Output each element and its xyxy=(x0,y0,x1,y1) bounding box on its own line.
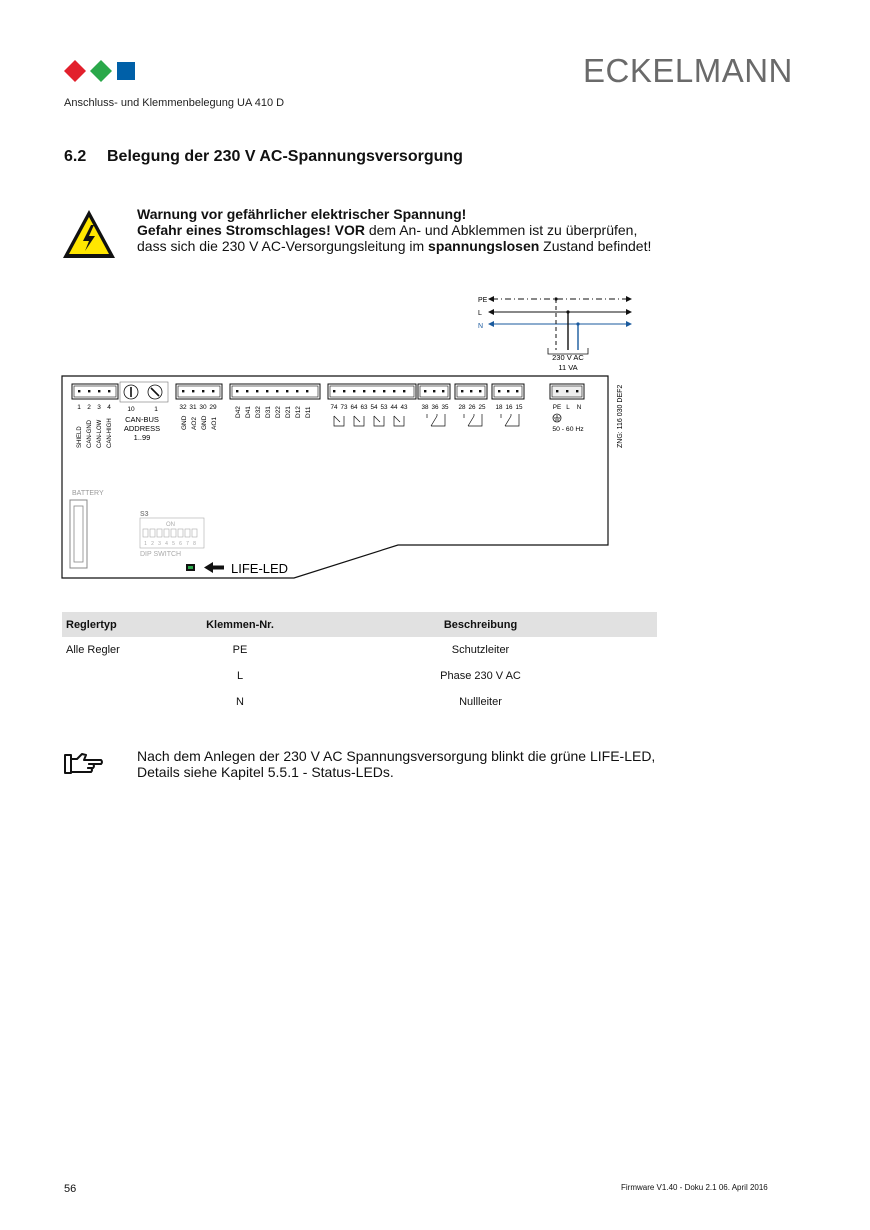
terminal-54: 54 xyxy=(370,404,378,411)
column-header-beschreibung: Beschreibung xyxy=(304,612,657,637)
switch-on-label: ON xyxy=(166,522,175,528)
terminal-28: 28 xyxy=(458,404,466,411)
terminal-73: 73 xyxy=(340,404,348,411)
note-line-1: Nach dem Anlegen der 230 V AC Spannungsversorgung blinkt die grüne LIFE-LED, xyxy=(137,748,656,764)
relay-contacts-2 xyxy=(427,414,519,426)
signal-d21: D21 xyxy=(285,406,292,418)
note-text xyxy=(137,748,655,780)
terminal-18: 18 xyxy=(495,404,503,411)
table-cell: L xyxy=(236,670,244,682)
signal-d41: D41 xyxy=(245,406,252,418)
signal-d32: D32 xyxy=(255,406,262,418)
brand-name: ECKELMANN xyxy=(583,52,793,89)
warning-text xyxy=(137,206,651,254)
terminal-n: N xyxy=(576,404,582,411)
terminal-44: 44 xyxy=(390,404,398,411)
terminal-38: 38 xyxy=(421,404,429,411)
signal-d12: D12 xyxy=(295,406,302,418)
switch-pos-4: 4 xyxy=(165,541,168,547)
pointing-hand-icon xyxy=(63,751,105,777)
address-digit-10: 10 xyxy=(127,406,135,413)
line-label-l: L xyxy=(478,310,482,317)
table-row xyxy=(62,637,657,663)
switch-pos-6: 6 xyxy=(179,541,182,547)
table-cell xyxy=(62,689,176,715)
n-arrow-right xyxy=(626,321,632,327)
terminal-29: 29 xyxy=(209,404,217,411)
section-heading xyxy=(64,148,463,166)
signal-d31: D31 xyxy=(265,406,272,418)
signal-can-high: CAN-HIGH xyxy=(107,418,113,448)
table-row xyxy=(62,689,657,715)
terminal-1: 1 xyxy=(77,404,81,411)
warning-line-3-end: Zustand befindet! xyxy=(539,238,652,254)
terminal-26: 26 xyxy=(468,404,476,411)
table-cell: Schutzleiter xyxy=(451,644,510,656)
column-header-klemmen: Klemmen-Nr. xyxy=(176,612,304,637)
supply-voltage: 230 V AC xyxy=(552,353,584,362)
terminal-16: 16 xyxy=(505,404,513,411)
signal-d22: D22 xyxy=(275,406,282,418)
warning-line-2: dem An- und Abklemmen ist zu überprüfen, xyxy=(364,222,638,238)
address-switch-housing xyxy=(120,382,168,402)
life-led-icon xyxy=(186,564,195,571)
eckelmann-logo-icon xyxy=(64,59,136,83)
terminal-3: 3 xyxy=(97,404,101,411)
terminal-30: 30 xyxy=(199,404,207,411)
table-cell: N xyxy=(236,696,244,708)
signal-can-gnd: CAN-GND xyxy=(87,420,93,448)
warning-line-1: Warnung vor gefährlicher elektrischer Spannung! xyxy=(137,206,467,222)
terminal-15: 15 xyxy=(515,404,523,411)
line-label-pe: PE xyxy=(478,297,488,304)
pe-arrow-left xyxy=(488,296,494,302)
table-cell xyxy=(62,663,176,689)
terminal-32: 32 xyxy=(179,404,187,411)
switch-name: S3 xyxy=(140,511,149,518)
note-line-2: Details siehe Kapitel 5.5.1 - Status-LEDs. xyxy=(137,764,394,780)
battery-label: BATTERY xyxy=(72,490,104,497)
terminal-31: 31 xyxy=(189,404,197,411)
terminal-43: 43 xyxy=(400,404,408,411)
document-subtitle: Anschluss- und Klemmenbelegung UA 410 D xyxy=(64,97,285,109)
dip-switch-label: DIP SWITCH xyxy=(140,551,182,558)
terminal-63: 63 xyxy=(360,404,368,411)
section-number: 6.2 xyxy=(64,148,87,165)
terminal-35: 35 xyxy=(441,404,449,411)
high-voltage-warning-icon xyxy=(61,208,117,260)
pe-arrow-right xyxy=(626,296,632,302)
table-cell: Alle Regler xyxy=(66,644,120,656)
supply-frequency: 50 - 60 Hz xyxy=(552,426,584,433)
terminal-l: L xyxy=(566,404,570,411)
table-header-row xyxy=(62,612,657,637)
terminal-4: 4 xyxy=(107,404,111,411)
terminal-2: 2 xyxy=(87,404,91,411)
switch-pos-8: 8 xyxy=(193,541,196,547)
terminal-74: 74 xyxy=(330,404,338,411)
switch-pos-5: 5 xyxy=(172,541,175,547)
battery-holder xyxy=(70,500,87,568)
life-led-label: LIFE-LED xyxy=(231,561,289,576)
terminal-53: 53 xyxy=(380,404,388,411)
signal-d11: D11 xyxy=(305,406,312,418)
table-cell: PE xyxy=(232,644,248,656)
switch-pos-7: 7 xyxy=(186,541,189,547)
l-arrow-right xyxy=(626,309,632,315)
ground-symbol-icon xyxy=(553,414,561,422)
switch-pos-3: 3 xyxy=(158,541,161,547)
column-header-reglertyp: Reglertyp xyxy=(62,612,176,637)
warning-line-3-bold: spannungslosen xyxy=(428,238,540,254)
address-label-2: ADDRESS xyxy=(123,424,161,433)
table-cell: Phase 230 V AC xyxy=(440,670,521,682)
signal-ao1: AO1 xyxy=(211,416,218,430)
table-cell: Nullleiter xyxy=(459,696,502,708)
terminal-pe: PE xyxy=(552,404,562,411)
warning-line-3-start: dass sich die 230 V AC-Versorgungsleitung im xyxy=(137,238,429,254)
terminal-table xyxy=(62,612,657,715)
signal-gnd-a: GND xyxy=(181,415,188,430)
life-led-arrow-icon xyxy=(204,562,224,573)
warning-line-2-bold: Gefahr eines Stromschlages! VOR xyxy=(137,222,365,238)
terminal-diagram xyxy=(60,288,650,588)
table-row xyxy=(62,663,657,689)
address-label-1: CAN-BUS xyxy=(125,415,159,424)
signal-ao2: AO2 xyxy=(191,416,198,430)
signal-gnd-b: GND xyxy=(201,415,208,430)
relay-contacts-1 xyxy=(334,416,404,426)
footer-version: Firmware V1.40 - Doku 2.1 06. April 2016 xyxy=(621,1183,768,1192)
drawing-number: ZNG: 116 030 DEF2 xyxy=(617,384,624,448)
terminal-64: 64 xyxy=(350,404,358,411)
switch-pos-2: 2 xyxy=(151,541,154,547)
n-arrow-left xyxy=(488,321,494,327)
page-number: 56 xyxy=(64,1183,77,1195)
section-title: Belegung der 230 V AC-Spannungsversorgung xyxy=(107,148,463,165)
address-label-3: 1..99 xyxy=(133,433,151,442)
l-arrow-left xyxy=(488,309,494,315)
switch-pos-1: 1 xyxy=(144,541,147,547)
terminal-25: 25 xyxy=(478,404,486,411)
address-digit-1: 1 xyxy=(154,406,158,413)
terminal-36: 36 xyxy=(431,404,439,411)
signal-shield: SHIELD xyxy=(77,426,83,448)
signal-d42: D42 xyxy=(235,406,242,418)
line-label-n: N xyxy=(478,323,484,330)
signal-can-low: CAN-LOW xyxy=(97,419,103,448)
supply-power: 11 VA xyxy=(558,363,578,372)
